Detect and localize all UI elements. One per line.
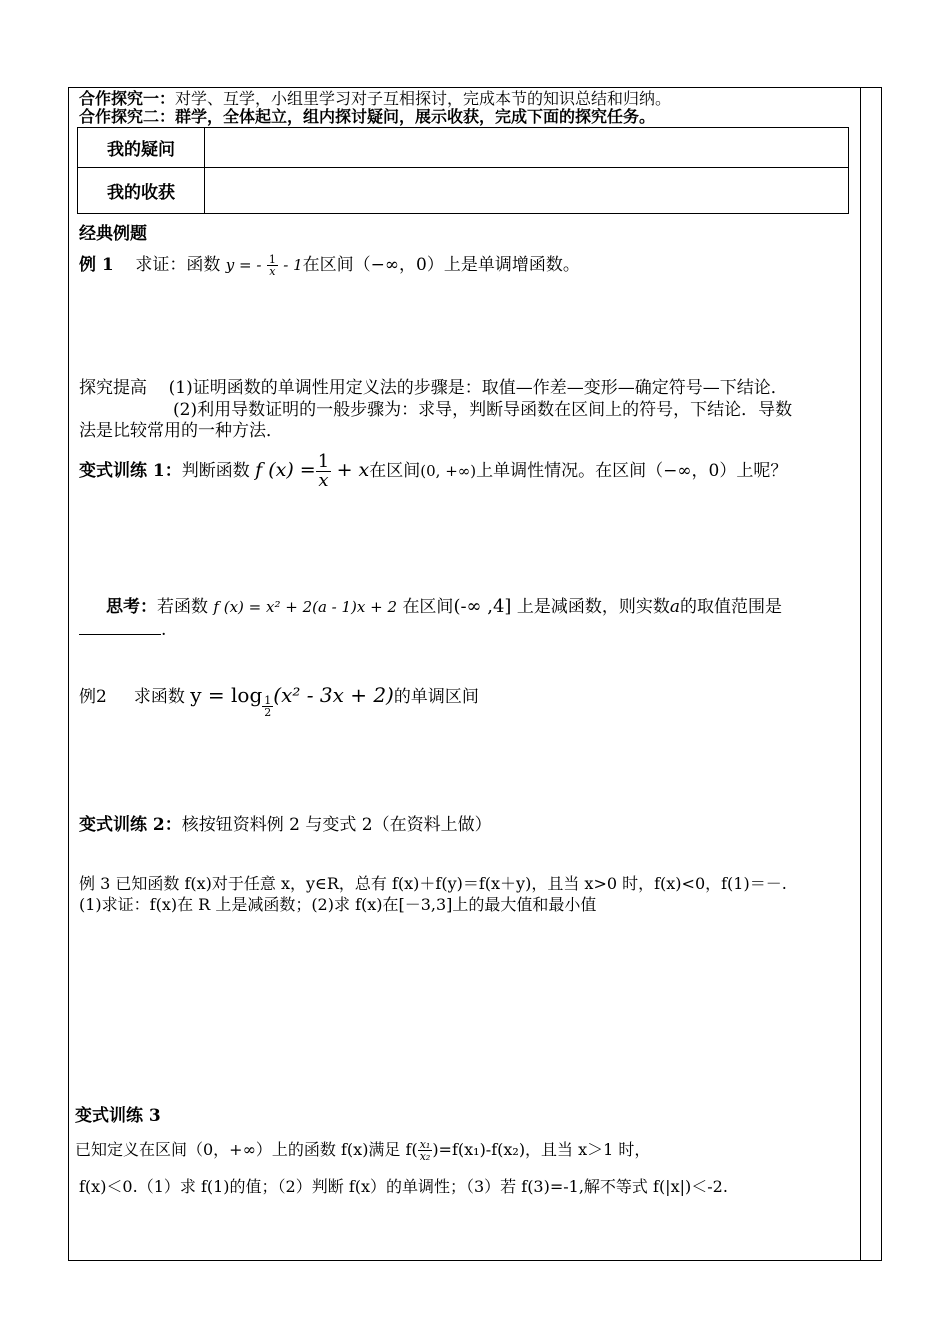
ex2-label: 例2 [79, 687, 107, 707]
coop1-label: 合作探究一： [79, 89, 176, 108]
tanjiu-line-2: (2)利用导数证明的一般步骤为：求导，判断导函数在区间上的符号，下结论．导数 [173, 400, 793, 420]
coop1-text: 对学、互学，小组里学习对子互相探讨，完成本节的知识总结和归纳。 [175, 89, 672, 108]
ex2-log: y = log [190, 683, 263, 707]
var3-text-b: )=f(x₁)-f(x₂)，且当 x＞1 时， [432, 1140, 651, 1159]
ex2-suffix: 的单调区间 [393, 687, 479, 707]
ex1-fraction: $\frac{1}{x}$ [268, 253, 276, 278]
variant-1 [79, 448, 787, 493]
example-3-line-2: (1)求证：f(x)在 R 上是减函数；(2)求 f(x)在[－3,3]上的最大值和最小值 [79, 895, 597, 914]
think-var: a [669, 597, 681, 617]
think-suffix: 上是减函数，则实数 [516, 597, 670, 617]
coop-line-1 [79, 89, 671, 109]
ex1-label: 例 1 [79, 255, 114, 275]
my-gains-label: 我的收获 [78, 168, 205, 214]
ex2-argument: (x² - 3x + 2) [273, 683, 394, 707]
think-formula: f (x) = x² + 2(a - 1)x + 2 [213, 598, 398, 616]
var2-text: 核按钮资料例 2 与变式 2（在资料上做） [181, 815, 492, 835]
variant-2 [79, 815, 492, 836]
var1-plusx: + x [336, 459, 370, 481]
coop-line-2 [79, 107, 655, 127]
tanjiu-line-3: 法是比较常用的一种方法． [79, 421, 283, 441]
variant-3-line-2: f(x)＜0.（1）求 f(1)的值；（2）判断 f(x）的单调性；（3）若 f(3)=-1,解不等式 f(|x|)＜-2. [79, 1177, 728, 1196]
think-tail: 的取值范围是 [680, 597, 783, 617]
coop2-text: 群学，全体起立，组内探讨疑问，展示收获，完成下面的探究任务。 [175, 107, 656, 126]
my-gains-cell[interactable] [205, 168, 849, 214]
example-3-line-1: 例 3 已知函数 f(x)对于任意 x，y∈R，总有 f(x)＋f(y)＝f(x＋y)，且当 x>0 时，f(x)<0，f(1)＝－. [79, 874, 787, 893]
variant-3-title: 变式训练 3 [75, 1106, 161, 1126]
var1-prefix: 判断函数 [181, 461, 250, 481]
think-blank-line [79, 620, 166, 641]
my-questions-label: 我的疑问 [78, 128, 205, 168]
ex1-y: y = - [225, 256, 262, 274]
example-2 [79, 677, 479, 718]
think-prefix: 若函数 [157, 597, 208, 617]
ex2-log-base: $\frac{1}{2}$ [264, 694, 272, 719]
my-questions-cell[interactable] [205, 128, 849, 168]
answer-blank[interactable] [79, 620, 161, 635]
question-gain-table [77, 127, 849, 214]
var1-fx: f (x) = [255, 459, 316, 481]
ex1-minus1: - 1 [283, 256, 303, 274]
ex2-prefix: 求函数 [133, 687, 185, 707]
var1-fraction: $\frac{1}{x}$ [317, 451, 330, 491]
think-mid: 在区间 [402, 597, 454, 617]
think-interval: (-∞ ,4] [453, 596, 512, 617]
ex1-prefix: 求证：函数 [135, 255, 221, 275]
var1-suffix: 上单调性情况。在区间（−∞，0）上呢？ [476, 461, 788, 481]
variant-3-line-1 [75, 1132, 650, 1168]
tanjiu-line-1 [79, 378, 788, 399]
var1-interval: (0, +∞) [420, 462, 477, 480]
think-label: 思考： [106, 597, 157, 617]
var3-fraction: $\frac{\text{x₁}}{\text{x₂}}$ [419, 1138, 431, 1163]
var3-text-a: 已知定义在区间（0，+∞）上的函数 f(x)满足 f( [75, 1140, 418, 1159]
var1-mid: 在区间 [369, 461, 421, 481]
think-end: . [161, 620, 167, 640]
think-question [106, 596, 782, 619]
right-column-divider [860, 87, 861, 1261]
tanjiu-label: 探究提高 [79, 378, 147, 398]
var2-label: 变式训练 2： [79, 815, 182, 835]
coop2-label: 合作探究二： [79, 107, 176, 126]
var1-label: 变式训练 1： [79, 461, 182, 481]
example-1 [79, 254, 580, 277]
tanjiu-step1: (1)证明函数的单调性用定义法的步骤是：取值—作差—变形—确定符号—下结论． [168, 378, 788, 398]
ex1-suffix: 在区间（−∞，0）上是单调增函数。 [302, 255, 580, 275]
classic-examples-title: 经典例题 [79, 224, 147, 244]
